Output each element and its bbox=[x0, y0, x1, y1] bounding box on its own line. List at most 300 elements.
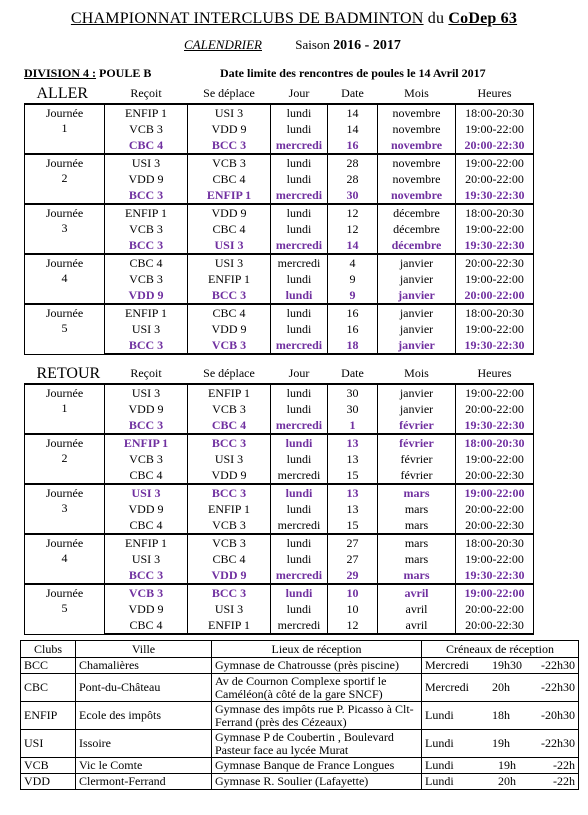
match-row bbox=[25, 534, 534, 551]
match-away-cell: ENFIP 1 bbox=[188, 501, 271, 517]
match-jour-cell: lundi bbox=[271, 401, 328, 417]
match-mois-cell: février bbox=[378, 467, 456, 484]
creneau-jour: Lundi bbox=[425, 774, 454, 788]
match-away-cell: BCC 3 bbox=[188, 434, 271, 451]
match-heures-cell: 20:00-22:30 bbox=[456, 517, 534, 534]
match-heures-cell: 20:00-22:30 bbox=[456, 137, 534, 154]
deadline-note: Date limite des rencontres de poules le 14 Avril 2017 bbox=[220, 66, 486, 80]
match-jour-cell: lundi bbox=[271, 171, 328, 187]
journee-block bbox=[25, 104, 534, 154]
journee-word: Journée bbox=[45, 586, 84, 600]
match-mois-cell: janvier bbox=[378, 401, 456, 417]
match-home-cell: ENFIP 1 bbox=[105, 434, 188, 451]
match-jour-cell: mercredi bbox=[271, 417, 328, 434]
clubs-header-cell: Créneaux de réception bbox=[422, 641, 579, 658]
match-jour-cell: lundi bbox=[271, 104, 328, 121]
match-date-cell: 30 bbox=[328, 401, 378, 417]
clubs-header-cell: Ville bbox=[76, 641, 212, 658]
match-home-cell: ENFIP 1 bbox=[105, 304, 188, 321]
journee-word: Journée bbox=[45, 306, 84, 320]
club-code-cell: ENFIP bbox=[21, 702, 76, 730]
match-mois-cell: décembre bbox=[378, 237, 456, 254]
match-jour-cell: lundi bbox=[271, 534, 328, 551]
creneau-group bbox=[425, 736, 575, 751]
match-heures-cell: 18:00-20:30 bbox=[456, 304, 534, 321]
match-away-cell: BCC 3 bbox=[188, 484, 271, 501]
match-away-cell: VCB 3 bbox=[188, 154, 271, 171]
match-mois-cell: janvier bbox=[378, 304, 456, 321]
journee-block bbox=[25, 304, 534, 354]
club-lieu-cell: Gymnase P de Coubertin , Boulevard Pasteur face au lycée Murat bbox=[212, 730, 422, 758]
match-heures-cell: 19:30-22:30 bbox=[456, 567, 534, 584]
match-mois-cell: novembre bbox=[378, 121, 456, 137]
match-home-cell: CBC 4 bbox=[105, 254, 188, 271]
title-org: CoDep 63 bbox=[448, 10, 518, 27]
journee-number: 1 bbox=[61, 121, 68, 135]
club-code-cell: VCB bbox=[21, 758, 76, 774]
column-header: Mois bbox=[404, 366, 429, 380]
column-header: Date bbox=[341, 366, 364, 380]
match-heures-cell: 19:00-22:00 bbox=[456, 551, 534, 567]
match-jour-cell: mercredi bbox=[271, 467, 328, 484]
club-row bbox=[21, 658, 579, 674]
club-ville-cell: Chamalières bbox=[76, 658, 212, 674]
match-heures-cell: 19:00-22:00 bbox=[456, 271, 534, 287]
creneau-jour: Lundi bbox=[425, 736, 454, 750]
section-label: RETOUR bbox=[36, 365, 101, 382]
journee-number: 5 bbox=[61, 321, 68, 335]
match-date-cell: 12 bbox=[328, 204, 378, 221]
journee-number: 3 bbox=[61, 221, 68, 235]
match-home-cell: USI 3 bbox=[105, 484, 188, 501]
match-jour-cell: lundi bbox=[271, 287, 328, 304]
club-ville-cell: Clermont-Ferrand bbox=[76, 774, 212, 790]
creneau-debut: 20h bbox=[498, 774, 516, 788]
journee-number: 1 bbox=[61, 401, 68, 415]
match-away-cell: USI 3 bbox=[188, 104, 271, 121]
match-date-cell: 27 bbox=[328, 551, 378, 567]
match-home-cell: CBC 4 bbox=[105, 137, 188, 154]
match-mois-cell: janvier bbox=[378, 321, 456, 337]
match-away-cell: BCC 3 bbox=[188, 137, 271, 154]
journee-word: Journée bbox=[45, 256, 84, 270]
match-date-cell: 30 bbox=[328, 187, 378, 204]
match-row bbox=[25, 204, 534, 221]
creneau-jour: Mercredi bbox=[425, 680, 469, 694]
club-ville-cell: Issoire bbox=[76, 730, 212, 758]
division-group: POULE B bbox=[99, 66, 152, 80]
creneau-jour: Mercredi bbox=[425, 658, 469, 672]
match-away-cell: CBC 4 bbox=[188, 304, 271, 321]
match-away-cell: VCB 3 bbox=[188, 401, 271, 417]
match-away-cell: USI 3 bbox=[188, 237, 271, 254]
match-jour-cell: lundi bbox=[271, 204, 328, 221]
match-date-cell: 28 bbox=[328, 171, 378, 187]
match-heures-cell: 20:00-22:00 bbox=[456, 401, 534, 417]
match-date-cell: 12 bbox=[328, 617, 378, 634]
match-away-cell: CBC 4 bbox=[188, 551, 271, 567]
club-row bbox=[21, 702, 579, 730]
match-home-cell: BCC 3 bbox=[105, 337, 188, 354]
match-mois-cell: novembre bbox=[378, 137, 456, 154]
creneau-group bbox=[425, 708, 575, 723]
match-date-cell: 4 bbox=[328, 254, 378, 271]
match-mois-cell: mars bbox=[378, 517, 456, 534]
match-date-cell: 14 bbox=[328, 104, 378, 121]
match-heures-cell: 19:00-22:00 bbox=[456, 451, 534, 467]
schedule-header-row bbox=[25, 84, 534, 104]
journee-label bbox=[25, 204, 105, 254]
column-header: Reçoit bbox=[130, 86, 162, 100]
match-jour-cell: lundi bbox=[271, 304, 328, 321]
match-date-cell: 14 bbox=[328, 121, 378, 137]
match-mois-cell: mars bbox=[378, 484, 456, 501]
journee-number: 4 bbox=[61, 551, 68, 565]
match-jour-cell: lundi bbox=[271, 551, 328, 567]
match-away-cell: ENFIP 1 bbox=[188, 384, 271, 401]
journee-label bbox=[25, 484, 105, 534]
journee-label bbox=[25, 384, 105, 434]
match-date-cell: 1 bbox=[328, 417, 378, 434]
creneau-jour: Lundi bbox=[425, 708, 454, 722]
match-heures-cell: 19:30-22:30 bbox=[456, 417, 534, 434]
journee-number: 3 bbox=[61, 501, 68, 515]
match-date-cell: 29 bbox=[328, 567, 378, 584]
match-jour-cell: mercredi bbox=[271, 237, 328, 254]
match-home-cell: USI 3 bbox=[105, 551, 188, 567]
match-away-cell: VDD 9 bbox=[188, 467, 271, 484]
match-mois-cell: novembre bbox=[378, 187, 456, 204]
match-away-cell: CBC 4 bbox=[188, 221, 271, 237]
match-mois-cell: mars bbox=[378, 567, 456, 584]
creneau-jour: Lundi bbox=[425, 758, 454, 772]
column-header: Date bbox=[341, 86, 364, 100]
match-date-cell: 16 bbox=[328, 321, 378, 337]
match-heures-cell: 20:00-22:00 bbox=[456, 171, 534, 187]
match-date-cell: 10 bbox=[328, 584, 378, 601]
journee-word: Journée bbox=[45, 106, 84, 120]
match-row bbox=[25, 254, 534, 271]
match-away-cell: ENFIP 1 bbox=[188, 271, 271, 287]
journee-label bbox=[25, 434, 105, 484]
journee-label bbox=[25, 104, 105, 154]
match-row bbox=[25, 304, 534, 321]
match-date-cell: 10 bbox=[328, 601, 378, 617]
creneau-debut: 20h bbox=[492, 680, 510, 694]
journee-block bbox=[25, 384, 534, 434]
club-code-cell: BCC bbox=[21, 658, 76, 674]
journee-word: Journée bbox=[45, 156, 84, 170]
creneau-debut: 19h bbox=[492, 736, 510, 750]
match-away-cell: ENFIP 1 bbox=[188, 187, 271, 204]
journee-label bbox=[25, 534, 105, 584]
match-home-cell: VDD 9 bbox=[105, 287, 188, 304]
journee-number: 5 bbox=[61, 601, 68, 615]
match-heures-cell: 18:00-20:30 bbox=[456, 534, 534, 551]
match-heures-cell: 18:00-20:30 bbox=[456, 434, 534, 451]
creneau-debut: 19h bbox=[498, 758, 516, 772]
match-home-cell: VDD 9 bbox=[105, 501, 188, 517]
match-heures-cell: 20:00-22:00 bbox=[456, 601, 534, 617]
match-away-cell: ENFIP 1 bbox=[188, 617, 271, 634]
retour-schedule-table bbox=[24, 364, 534, 635]
match-jour-cell: mercredi bbox=[271, 337, 328, 354]
journee-label bbox=[25, 154, 105, 204]
match-away-cell: VCB 3 bbox=[188, 517, 271, 534]
match-heures-cell: 19:00-22:00 bbox=[456, 121, 534, 137]
season-value: 2016 - 2017 bbox=[333, 38, 401, 53]
match-mois-cell: mars bbox=[378, 551, 456, 567]
match-home-cell: ENFIP 1 bbox=[105, 534, 188, 551]
column-header: Reçoit bbox=[130, 366, 162, 380]
match-date-cell: 13 bbox=[328, 484, 378, 501]
club-ville-cell: Pont-du-Château bbox=[76, 674, 212, 702]
journee-word: Journée bbox=[45, 436, 84, 450]
match-home-cell: CBC 4 bbox=[105, 467, 188, 484]
column-header: Mois bbox=[404, 86, 429, 100]
journee-label bbox=[25, 584, 105, 634]
match-date-cell: 9 bbox=[328, 287, 378, 304]
creneau-group bbox=[425, 658, 575, 673]
page-title bbox=[0, 10, 588, 28]
match-row bbox=[25, 384, 534, 401]
match-jour-cell: lundi bbox=[271, 601, 328, 617]
club-code-cell: USI bbox=[21, 730, 76, 758]
match-home-cell: USI 3 bbox=[105, 384, 188, 401]
division-heading bbox=[24, 66, 151, 81]
match-date-cell: 15 bbox=[328, 517, 378, 534]
journee-block bbox=[25, 434, 534, 484]
match-mois-cell: novembre bbox=[378, 154, 456, 171]
match-away-cell: VDD 9 bbox=[188, 321, 271, 337]
match-date-cell: 13 bbox=[328, 501, 378, 517]
match-home-cell: USI 3 bbox=[105, 321, 188, 337]
match-away-cell: VCB 3 bbox=[188, 534, 271, 551]
club-creneau-cell bbox=[422, 730, 579, 758]
match-mois-cell: février bbox=[378, 417, 456, 434]
match-jour-cell: mercredi bbox=[271, 617, 328, 634]
match-home-cell: BCC 3 bbox=[105, 567, 188, 584]
match-jour-cell: mercredi bbox=[271, 517, 328, 534]
match-row bbox=[25, 104, 534, 121]
club-ville-cell: Vic le Comte bbox=[76, 758, 212, 774]
match-date-cell: 14 bbox=[328, 237, 378, 254]
journee-block bbox=[25, 534, 534, 584]
match-jour-cell: lundi bbox=[271, 484, 328, 501]
division-label: DIVISION 4 : bbox=[24, 66, 97, 80]
club-lieu-cell: Gymnase de Chatrousse (près piscine) bbox=[212, 658, 422, 674]
match-mois-cell: mars bbox=[378, 534, 456, 551]
journee-label bbox=[25, 304, 105, 354]
match-home-cell: BCC 3 bbox=[105, 417, 188, 434]
match-date-cell: 16 bbox=[328, 137, 378, 154]
title-main: CHAMPIONNAT INTERCLUBS DE BADMINTON bbox=[70, 10, 424, 27]
club-code-cell: CBC bbox=[21, 674, 76, 702]
match-heures-cell: 19:30-22:30 bbox=[456, 237, 534, 254]
match-heures-cell: 20:00-22:30 bbox=[456, 254, 534, 271]
clubs-header-cell: Lieux de réception bbox=[212, 641, 422, 658]
match-away-cell: USI 3 bbox=[188, 601, 271, 617]
match-away-cell: CBC 4 bbox=[188, 171, 271, 187]
match-jour-cell: lundi bbox=[271, 434, 328, 451]
match-row bbox=[25, 484, 534, 501]
journee-block bbox=[25, 204, 534, 254]
match-jour-cell: mercredi bbox=[271, 254, 328, 271]
match-date-cell: 13 bbox=[328, 434, 378, 451]
match-home-cell: CBC 4 bbox=[105, 517, 188, 534]
match-jour-cell: lundi bbox=[271, 154, 328, 171]
match-jour-cell: lundi bbox=[271, 501, 328, 517]
match-jour-cell: lundi bbox=[271, 221, 328, 237]
creneau-fin: -22h bbox=[553, 758, 575, 772]
match-mois-cell: janvier bbox=[378, 384, 456, 401]
creneau-fin: -22h30 bbox=[541, 736, 575, 750]
match-date-cell: 28 bbox=[328, 154, 378, 171]
match-home-cell: ENFIP 1 bbox=[105, 204, 188, 221]
club-creneau-cell bbox=[422, 702, 579, 730]
match-jour-cell: mercredi bbox=[271, 187, 328, 204]
match-date-cell: 16 bbox=[328, 304, 378, 321]
column-header: Jour bbox=[288, 86, 310, 100]
match-away-cell: BCC 3 bbox=[188, 584, 271, 601]
journee-label bbox=[25, 254, 105, 304]
match-mois-cell: janvier bbox=[378, 271, 456, 287]
match-home-cell: BCC 3 bbox=[105, 187, 188, 204]
club-creneau-cell bbox=[422, 774, 579, 790]
creneau-debut: 19h30 bbox=[492, 658, 522, 672]
match-heures-cell: 20:00-22:30 bbox=[456, 467, 534, 484]
creneau-fin: -22h bbox=[553, 774, 575, 788]
match-home-cell: VDD 9 bbox=[105, 601, 188, 617]
match-date-cell: 13 bbox=[328, 451, 378, 467]
match-jour-cell: lundi bbox=[271, 271, 328, 287]
match-heures-cell: 19:00-22:00 bbox=[456, 384, 534, 401]
match-home-cell: CBC 4 bbox=[105, 617, 188, 634]
match-mois-cell: février bbox=[378, 451, 456, 467]
match-row bbox=[25, 434, 534, 451]
creneau-group bbox=[425, 774, 575, 789]
match-home-cell: VCB 3 bbox=[105, 584, 188, 601]
match-mois-cell: avril bbox=[378, 617, 456, 634]
match-home-cell: VCB 3 bbox=[105, 451, 188, 467]
match-mois-cell: mars bbox=[378, 501, 456, 517]
column-header: Se déplace bbox=[203, 366, 255, 380]
column-header: Se déplace bbox=[203, 86, 255, 100]
clubs-header-row bbox=[21, 641, 579, 658]
clubs-table bbox=[20, 640, 579, 790]
aller-schedule-table bbox=[24, 84, 534, 355]
journee-word: Journée bbox=[45, 386, 84, 400]
club-lieu-cell: Gymnase R. Soulier (Lafayette) bbox=[212, 774, 422, 790]
title-du: du bbox=[427, 10, 445, 27]
match-heures-cell: 19:00-22:00 bbox=[456, 484, 534, 501]
match-jour-cell: lundi bbox=[271, 321, 328, 337]
match-heures-cell: 19:00-22:00 bbox=[456, 584, 534, 601]
match-heures-cell: 20:00-22:00 bbox=[456, 501, 534, 517]
club-row bbox=[21, 674, 579, 702]
journee-block bbox=[25, 254, 534, 304]
match-away-cell: USI 3 bbox=[188, 254, 271, 271]
journee-number: 4 bbox=[61, 271, 68, 285]
match-away-cell: VDD 9 bbox=[188, 121, 271, 137]
match-mois-cell: novembre bbox=[378, 171, 456, 187]
creneau-group bbox=[425, 758, 575, 773]
club-lieu-cell: Av de Cournon Complexe sportif le Caméléon(à côté de la gare SNCF) bbox=[212, 674, 422, 702]
creneau-debut: 18h bbox=[492, 708, 510, 722]
match-home-cell: VDD 9 bbox=[105, 401, 188, 417]
club-creneau-cell bbox=[422, 758, 579, 774]
match-mois-cell: janvier bbox=[378, 287, 456, 304]
match-heures-cell: 19:00-22:00 bbox=[456, 221, 534, 237]
match-heures-cell: 19:30-22:30 bbox=[456, 337, 534, 354]
match-jour-cell: lundi bbox=[271, 451, 328, 467]
club-row bbox=[21, 758, 579, 774]
match-date-cell: 27 bbox=[328, 534, 378, 551]
calendar-label: CALENDRIER bbox=[184, 37, 262, 52]
club-ville-cell: Ecole des impôts bbox=[76, 702, 212, 730]
club-row bbox=[21, 730, 579, 758]
match-jour-cell: mercredi bbox=[271, 137, 328, 154]
match-away-cell: VDD 9 bbox=[188, 204, 271, 221]
match-date-cell: 18 bbox=[328, 337, 378, 354]
club-lieu-cell: Gymnase des impôts rue P. Picasso à Clt-Ferrand (près des Cézeaux) bbox=[212, 702, 422, 730]
match-date-cell: 9 bbox=[328, 271, 378, 287]
match-heures-cell: 18:00-20:30 bbox=[456, 204, 534, 221]
match-jour-cell: lundi bbox=[271, 121, 328, 137]
match-heures-cell: 20:00-22:00 bbox=[456, 287, 534, 304]
subtitle bbox=[184, 37, 401, 54]
match-heures-cell: 19:00-22:00 bbox=[456, 154, 534, 171]
club-creneau-cell bbox=[422, 674, 579, 702]
journee-word: Journée bbox=[45, 206, 84, 220]
match-date-cell: 15 bbox=[328, 467, 378, 484]
journee-block bbox=[25, 584, 534, 634]
column-header: Heures bbox=[477, 86, 512, 100]
match-mois-cell: janvier bbox=[378, 254, 456, 271]
match-jour-cell: lundi bbox=[271, 384, 328, 401]
match-away-cell: VCB 3 bbox=[188, 337, 271, 354]
match-heures-cell: 20:00-22:30 bbox=[456, 617, 534, 634]
journee-block bbox=[25, 154, 534, 204]
match-jour-cell: lundi bbox=[271, 584, 328, 601]
creneau-group bbox=[425, 680, 575, 695]
match-away-cell: CBC 4 bbox=[188, 417, 271, 434]
creneau-fin: -22h30 bbox=[541, 658, 575, 672]
match-mois-cell: décembre bbox=[378, 221, 456, 237]
match-heures-cell: 19:30-22:30 bbox=[456, 187, 534, 204]
season-label: Saison bbox=[295, 37, 330, 52]
journee-word: Journée bbox=[45, 486, 84, 500]
club-creneau-cell bbox=[422, 658, 579, 674]
match-home-cell: VCB 3 bbox=[105, 121, 188, 137]
match-row bbox=[25, 584, 534, 601]
match-mois-cell: janvier bbox=[378, 337, 456, 354]
match-date-cell: 12 bbox=[328, 221, 378, 237]
match-jour-cell: mercredi bbox=[271, 567, 328, 584]
match-home-cell: BCC 3 bbox=[105, 237, 188, 254]
match-away-cell: BCC 3 bbox=[188, 287, 271, 304]
match-home-cell: VCB 3 bbox=[105, 271, 188, 287]
club-lieu-cell: Gymnase Banque de France Longues bbox=[212, 758, 422, 774]
journee-word: Journée bbox=[45, 536, 84, 550]
match-home-cell: VDD 9 bbox=[105, 171, 188, 187]
match-mois-cell: décembre bbox=[378, 204, 456, 221]
club-code-cell: VDD bbox=[21, 774, 76, 790]
creneau-fin: -20h30 bbox=[541, 708, 575, 722]
match-away-cell: VDD 9 bbox=[188, 567, 271, 584]
match-row bbox=[25, 154, 534, 171]
creneau-fin: -22h30 bbox=[541, 680, 575, 694]
